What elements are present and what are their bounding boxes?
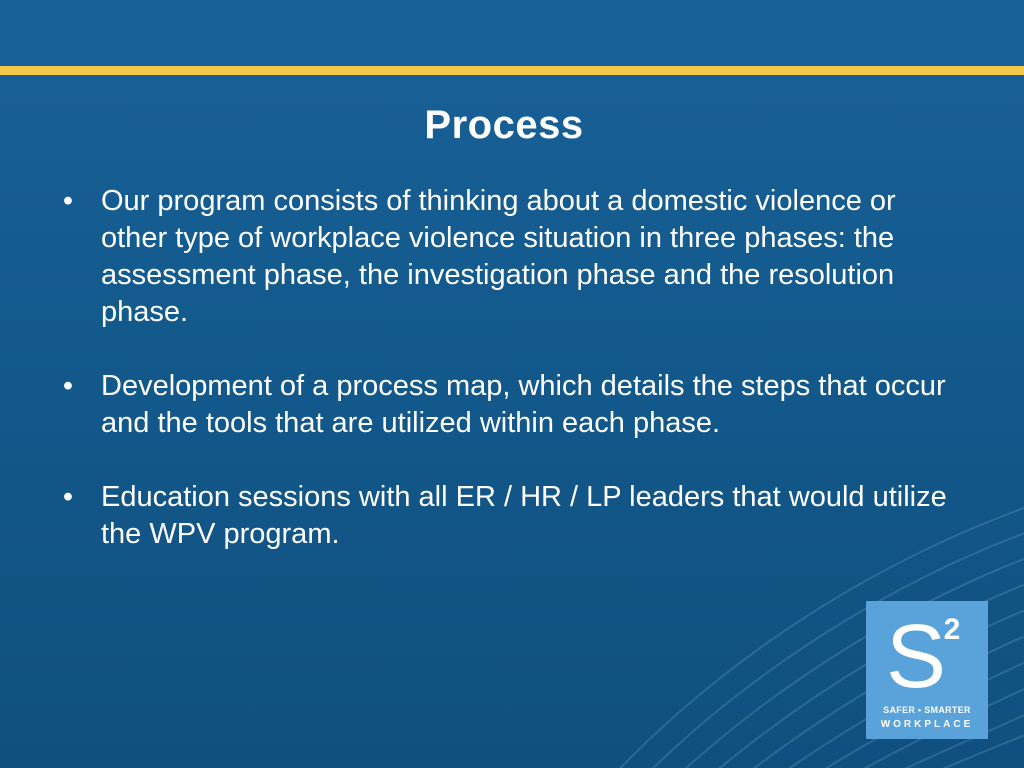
bullet-text: Education sessions with all ER / HR / LP leaders that would utilize the WPV program. (101, 481, 947, 550)
bullet-item (58, 479, 958, 553)
logo-wordmark: WORKPLACE (880, 719, 974, 730)
safer-smarter-workplace-logo (866, 601, 988, 739)
bullet-marker: • (62, 481, 74, 513)
bullet-marker: • (62, 185, 74, 217)
slide-title: Process (424, 103, 584, 147)
logo-superscript: 2 (943, 613, 961, 646)
header-divider (0, 66, 1024, 75)
bullet-text: Development of a process map, which details the steps that occur and the tools that are utilized within each phase. (101, 370, 946, 439)
logo-tagline: SAFER • SMARTER (883, 705, 971, 715)
bullet-marker: • (62, 370, 74, 402)
bullet-list (58, 183, 958, 590)
bullet-item (58, 368, 958, 442)
bullet-item (58, 183, 958, 331)
logo-letter: S (885, 607, 947, 707)
header-band (0, 0, 1024, 66)
bullet-text: Our program consists of thinking about a domestic violence or other type of workplace violence situation in three phases: the assessment phase, the investigation phase and the resolution phase. (101, 185, 896, 328)
